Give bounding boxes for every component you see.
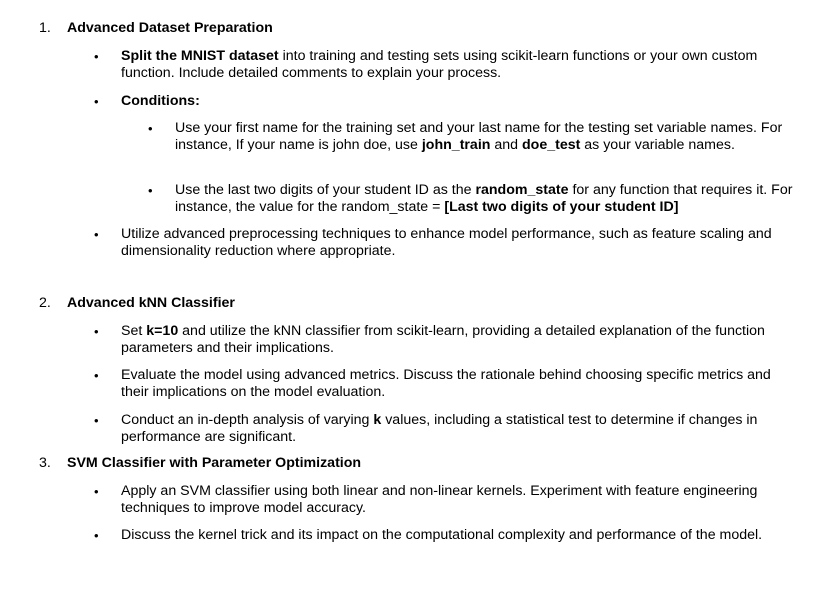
- item-text: [121, 226, 794, 260]
- section-number: 3.: [39, 455, 51, 471]
- section-title: Advanced Dataset Preparation: [67, 20, 273, 36]
- text: as your variable names.: [580, 137, 735, 153]
- text: Utilize advanced preprocessing techniques to enhance model performance, such as feature scaling and dimensionality reduction where appropriate.: [121, 226, 772, 259]
- section-title: SVM Classifier with Parameter Optimization: [67, 455, 362, 471]
- item-text: [121, 48, 794, 82]
- list-item: [94, 226, 794, 260]
- item-text: [175, 182, 808, 216]
- list-item: [94, 323, 794, 357]
- list-item: [94, 412, 794, 446]
- section-title: Advanced kNN Classifier: [67, 295, 235, 311]
- text: Evaluate the model using advanced metrics. Discuss the rationale behind choosing specific metrics and their implications on the model evaluation.: [121, 367, 771, 400]
- bullet-icon: •: [94, 49, 99, 64]
- bold-text: k=10: [146, 323, 179, 339]
- bold-text: [Last two digits of your student ID]: [444, 199, 679, 215]
- bold-text: doe_test: [522, 137, 581, 153]
- bullet-icon: •: [94, 227, 99, 242]
- item-text: [121, 323, 794, 357]
- list-item: [148, 182, 808, 216]
- text: Discuss the kernel trick and its impact on the computational complexity and performance of the model.: [121, 527, 763, 543]
- bullet-icon: •: [94, 324, 99, 339]
- text: Use the last two digits of your student ID as the: [175, 182, 476, 198]
- text: Conduct an in-depth analysis of varying: [121, 412, 374, 428]
- item-text: [121, 93, 794, 110]
- item-text: [121, 412, 794, 446]
- text: for any function that requires it. For instance, the value for the random_state =: [175, 182, 793, 215]
- text: Set: [121, 323, 147, 339]
- text: Apply an SVM classifier using both linear and non-linear kernels. Experiment with feature engineering techniques to improve model accuracy.: [121, 483, 758, 516]
- bullet-icon: •: [94, 484, 99, 499]
- text: values, including a statistical test to determine if changes in performance are significant.: [121, 412, 758, 445]
- bold-text: k: [373, 412, 382, 428]
- text: Use your first name for the training set and your last name for the testing set variable names. For instance, If your name is john doe, use: [175, 120, 783, 153]
- bullet-icon: •: [94, 94, 99, 109]
- bullet-icon: •: [148, 183, 153, 198]
- bullet-icon: •: [94, 368, 99, 383]
- bullet-icon: •: [94, 528, 99, 543]
- text: into training and testing sets using scikit-learn functions or your own custom function. Include detailed comments to explain your process.: [121, 48, 758, 81]
- text: and utilize the kNN classifier from scikit-learn, providing a detailed explanation of the function parameters and their implications.: [121, 323, 765, 356]
- bold-text: random_state: [475, 182, 569, 198]
- bullet-icon: •: [94, 413, 99, 428]
- section-number: 1.: [39, 20, 51, 36]
- section-heading: [39, 295, 235, 312]
- bold-text: Conditions:: [121, 93, 200, 109]
- item-text: [175, 120, 808, 154]
- list-item: [94, 527, 794, 544]
- list-item: [94, 483, 794, 517]
- list-item: [94, 367, 794, 401]
- bold-text: Split the MNIST dataset: [121, 48, 279, 64]
- list-item: [94, 48, 794, 82]
- item-text: [121, 483, 794, 517]
- bullet-icon: •: [148, 121, 153, 136]
- bold-text: john_train: [421, 137, 491, 153]
- list-item: [148, 120, 808, 154]
- text: and: [490, 137, 522, 153]
- section-heading: [39, 455, 361, 472]
- section-number: 2.: [39, 295, 51, 311]
- section-heading: [39, 20, 273, 37]
- list-item: [94, 93, 794, 110]
- item-text: [121, 527, 794, 544]
- item-text: [121, 367, 794, 401]
